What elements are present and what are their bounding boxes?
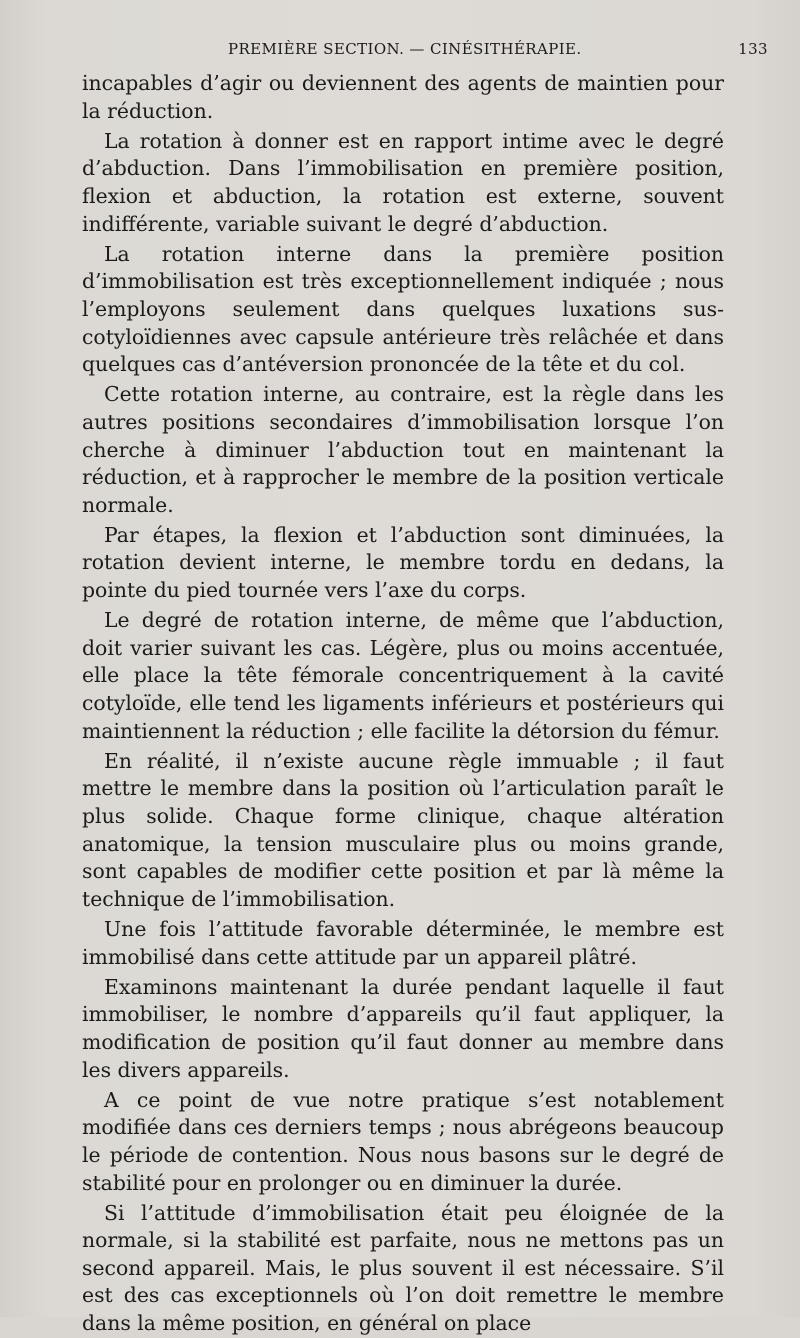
paragraph: La rotation à donner est en rapport intime avec le degré d’abduction. Dans l’immobilisation en première position, flexion et abduction, la rotation est externe, souvent indifférente, variable suivant le degré d’abduction. (82, 128, 724, 236)
paragraph: Le degré de rotation interne, de même que l’abduction, doit varier suivant les cas. Légère, plus ou moins accentuée, elle place la tête fémorale concentriquement à la cavité cotyloïde, elle tend les ligaments inférieurs et postérieurs qui maintiennent la réduction ; elle facilite la détorsion du fémur. (82, 608, 724, 743)
page-body (82, 70, 724, 1338)
paragraph: A ce point de vue notre pratique s’est notablement modifiée dans ces derniers temps ; nous abrégeons beaucoup le période de contention. Nous nous basons sur le degré de stabilité pour en prolonger ou en diminuer la durée. (82, 1087, 724, 1195)
running-header (228, 40, 768, 64)
paragraph: En réalité, il n’existe aucune règle immuable ; il faut mettre le membre dans la position où l’articulation paraît le plus solide. Chaque forme clinique, chaque altération anatomique, la tension musculaire plus ou moins grande, sont capables de modifier cette position et par là même la technique de l’immobilisation. (82, 748, 724, 911)
paragraph: Une fois l’attitude favorable déterminée, le membre est immobilisé dans cette attitude par un appareil plâtré. (82, 916, 724, 969)
paragraph: Par étapes, la flexion et l’abduction sont diminuées, la rotation devient interne, le membre tordu en dedans, la pointe du pied tournée vers l’axe du corps. (82, 522, 724, 603)
paragraph-continuation: incapables d’agir ou deviennent des agents de maintien pour la réduction. (82, 71, 724, 123)
paragraph: Examinons maintenant la durée pendant laquelle il faut immobiliser, le nombre d’appareils qu’il faut appliquer, la modification de position qu’il faut donner au membre dans les divers appareils. (82, 974, 724, 1082)
running-title: PREMIÈRE SECTION. — CINÉSITHÉRAPIE. (228, 40, 582, 58)
page-number: 133 (738, 40, 768, 58)
paragraph: La rotation interne dans la première position d’immobilisation est très exceptionnellement indiquée ; nous l’employons seulement dans quelques luxations sus-cotyloïdiennes avec capsule antérieure très relâchée et dans quelques cas d’antéversion prononcée de la tête et du col. (82, 241, 724, 377)
paragraph: Si l’attitude d’immobilisation était peu éloignée de la normale, si la stabilité est parfaite, nous ne mettons pas un second appareil. Mais, le plus souvent il est nécessaire. S’il est des cas exceptionnels où l’on doit remettre le membre dans la même position, en général on place (82, 1200, 724, 1336)
paragraph: Cette rotation interne, au contraire, est la règle dans les autres positions secondaires d’immobilisation lorsque l’on cherche à diminuer l’abduction tout en maintenant la réduction, et à rapprocher le membre de la position verticale normale. (82, 382, 724, 517)
